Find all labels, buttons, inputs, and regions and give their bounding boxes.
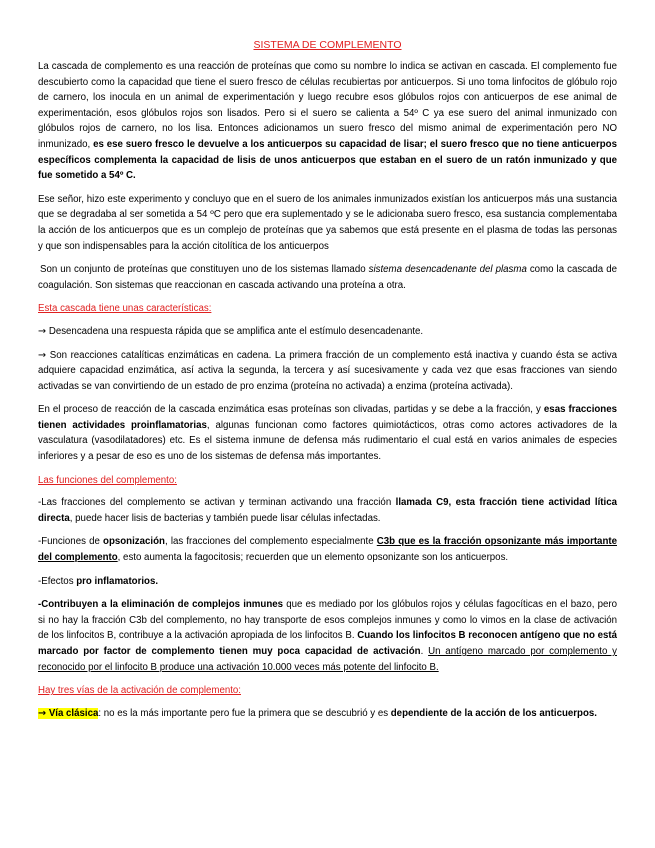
function-item-inflammatory bbox=[38, 574, 617, 590]
characteristic-text: Son reacciones catalíticas enzimáticas en cadena. La primera fracción de un complemento está inactiva y cuando ésta se activa adquiere capacidad enzimática, así activa la segunda, la tercera y así sucesivamente y cada vez que esas fracciones van siendo activadas se van convirtiendo de un estado de pro enzima (proteína no activada) a enzima (proteína activada). bbox=[38, 349, 617, 392]
definition-italic-text: sistema desencadenante del plasma bbox=[368, 264, 527, 276]
pathway-text: : no es la más importante pero fue la primera que se descubrió y es bbox=[98, 707, 391, 719]
heading-pathways: Hay tres vías de la activación de complemento: bbox=[38, 685, 241, 697]
function-text: -Las fracciones del complemento se activan y terminan activando una fracción bbox=[38, 497, 396, 509]
function-bold-text: Cuando los linfocitos B reconocen antígeno que no está marcado por factor de complemento tienen muy poca capacidad de activación bbox=[38, 630, 617, 657]
arrow-right-icon: → bbox=[38, 325, 47, 337]
intro-bold-text: es ese suero fresco le devuelve a los anticuerpos su capacidad de lisar; el suero fresco que no tiene anticuerpos específicos complementa la capacidad de lisis de unos anticuerpos que estaban en el suero de un ratón inmunizado y que fue sometido a 54º C. bbox=[38, 138, 617, 182]
paragraph-cleavage bbox=[38, 402, 617, 464]
function-bold-text: opsonización bbox=[103, 536, 165, 548]
pathway-bold-text: dependiente de la acción de los anticuerpos. bbox=[390, 707, 597, 719]
function-bold-text: llamada C9, esta fracción tiene actividad lítica directa bbox=[38, 497, 618, 524]
function-item-opsonization bbox=[38, 534, 617, 565]
function-text: , las fracciones del complemento especialmente bbox=[164, 536, 377, 548]
function-bold-text: -Contribuyen a la eliminación de complejos inmunes bbox=[38, 599, 284, 611]
arrow-right-icon: → bbox=[38, 349, 47, 361]
cleavage-text: En el proceso de reacción de la cascada enzimática esas proteínas son clivadas, partidas y se debe a la fracción, y bbox=[38, 404, 544, 416]
paragraph-experiment: Ese señor, hizo este experimento y concluyo que en el suero de los animales inmunizados existían los anticuerpos más una sustancia que se degradaba al ser sometida a 54 ºC pero que era suplementado y se le adicionaba suero fresco, esa sustancia complementaba la acción de los anticuerpos que es un complejo de proteínas que ya sabemos que está presente en el plasma de todas las personas y que son indispensables para la acción citolítica de los anticuerpos bbox=[38, 193, 617, 252]
function-text: -Funciones de bbox=[38, 536, 104, 548]
function-text: . bbox=[420, 646, 429, 657]
arrow-right-icon: → bbox=[38, 707, 47, 719]
function-text-end: , esto aumenta la fagocitosis; recuerden que un elemento opsonizante son los anticuerpos. bbox=[117, 552, 509, 564]
cleavage-bold-text: esas fracciones tienen actividades proinflamatorias bbox=[38, 404, 617, 431]
function-underlined-text: Un antígeno marcado por complemento y reconocido por el linfocito B produce una activación 10.000 veces más potente del linfocito B. bbox=[38, 646, 617, 673]
paragraph-definition bbox=[38, 262, 617, 293]
heading-characteristics: Esta cascada tiene unas características: bbox=[38, 303, 212, 315]
function-bold-text: pro inflamatorios. bbox=[76, 575, 159, 587]
heading-functions: Las funciones del complemento: bbox=[38, 474, 177, 486]
pathway-highlight bbox=[38, 708, 98, 719]
page-title: SISTEMA DE COMPLEMENTO bbox=[253, 39, 402, 51]
characteristic-text: Desencadena una respuesta rápida que se amplifica ante el estímulo desencadenante. bbox=[46, 325, 424, 337]
function-bold-underlined-text: C3b que es la fracción opsonizante más importante del complemento bbox=[38, 536, 617, 564]
definition-text: Son un conjunto de proteínas que constituyen uno de los sistemas llamado bbox=[40, 264, 369, 276]
cleavage-text-end: , algunas funcionan como factores quimiotácticos, otras como actores activadores de la vasculatura (vasodilatadores) etc. Es el sistema inmune de defensa más rudimentario el cual está en varios animales de especies inferiores y a pesar de eso es uno de los sistemas de defensa más importantes. bbox=[38, 419, 617, 463]
paragraph-intro bbox=[38, 59, 617, 184]
function-text-end: , puede hacer lisis de bacterias y también puede lisar células infectadas. bbox=[69, 512, 381, 524]
characteristic-item bbox=[38, 324, 617, 340]
function-text: -Efectos bbox=[38, 575, 77, 587]
pathway-item-classic bbox=[38, 706, 617, 722]
function-item-immune-complexes bbox=[38, 597, 617, 675]
characteristic-item bbox=[38, 348, 617, 395]
function-text: que es mediado por los glóbulos rojos y células fagocíticas en el bazo, pero si no hay la fracción C3b del complemento, no hay transporte de esos complejos inmunes y como lo vimos en la clase de activación de los linfocitos B, contribuye a la activación apropiada de los linfocitos B. bbox=[38, 599, 617, 642]
pathway-title: Vía clásica bbox=[46, 707, 99, 719]
definition-text-end: como la cascada de coagulación. Son sistemas que reaccionan en cascada activando una proteína a otra. bbox=[38, 264, 617, 291]
document-page bbox=[38, 38, 617, 729]
intro-text: La cascada de complemento es una reacción de proteínas que como su nombre lo indica se activan en cascada. El complemento fue descubierto como la capacidad que tiene el suero fresco de células recubiertas por anticuerpos. Si uno toma linfocitos de glóbulo rojo de carnero, los inocula en un animal de experimentación y luego recubre esos glóbulos rojos con anticuerpos de ese animal de experimentación, esos glóbulos rojos son lisados. Pero si el suero se calienta a 54º C ya ese suero del animal inmunizado con glóbulos rojos de carnero, no los lisa. Entonces adicionamos un suero fresco del mismo animal de experimentación pero NO inmunizado, bbox=[38, 61, 617, 150]
function-item-lytic bbox=[38, 495, 617, 526]
